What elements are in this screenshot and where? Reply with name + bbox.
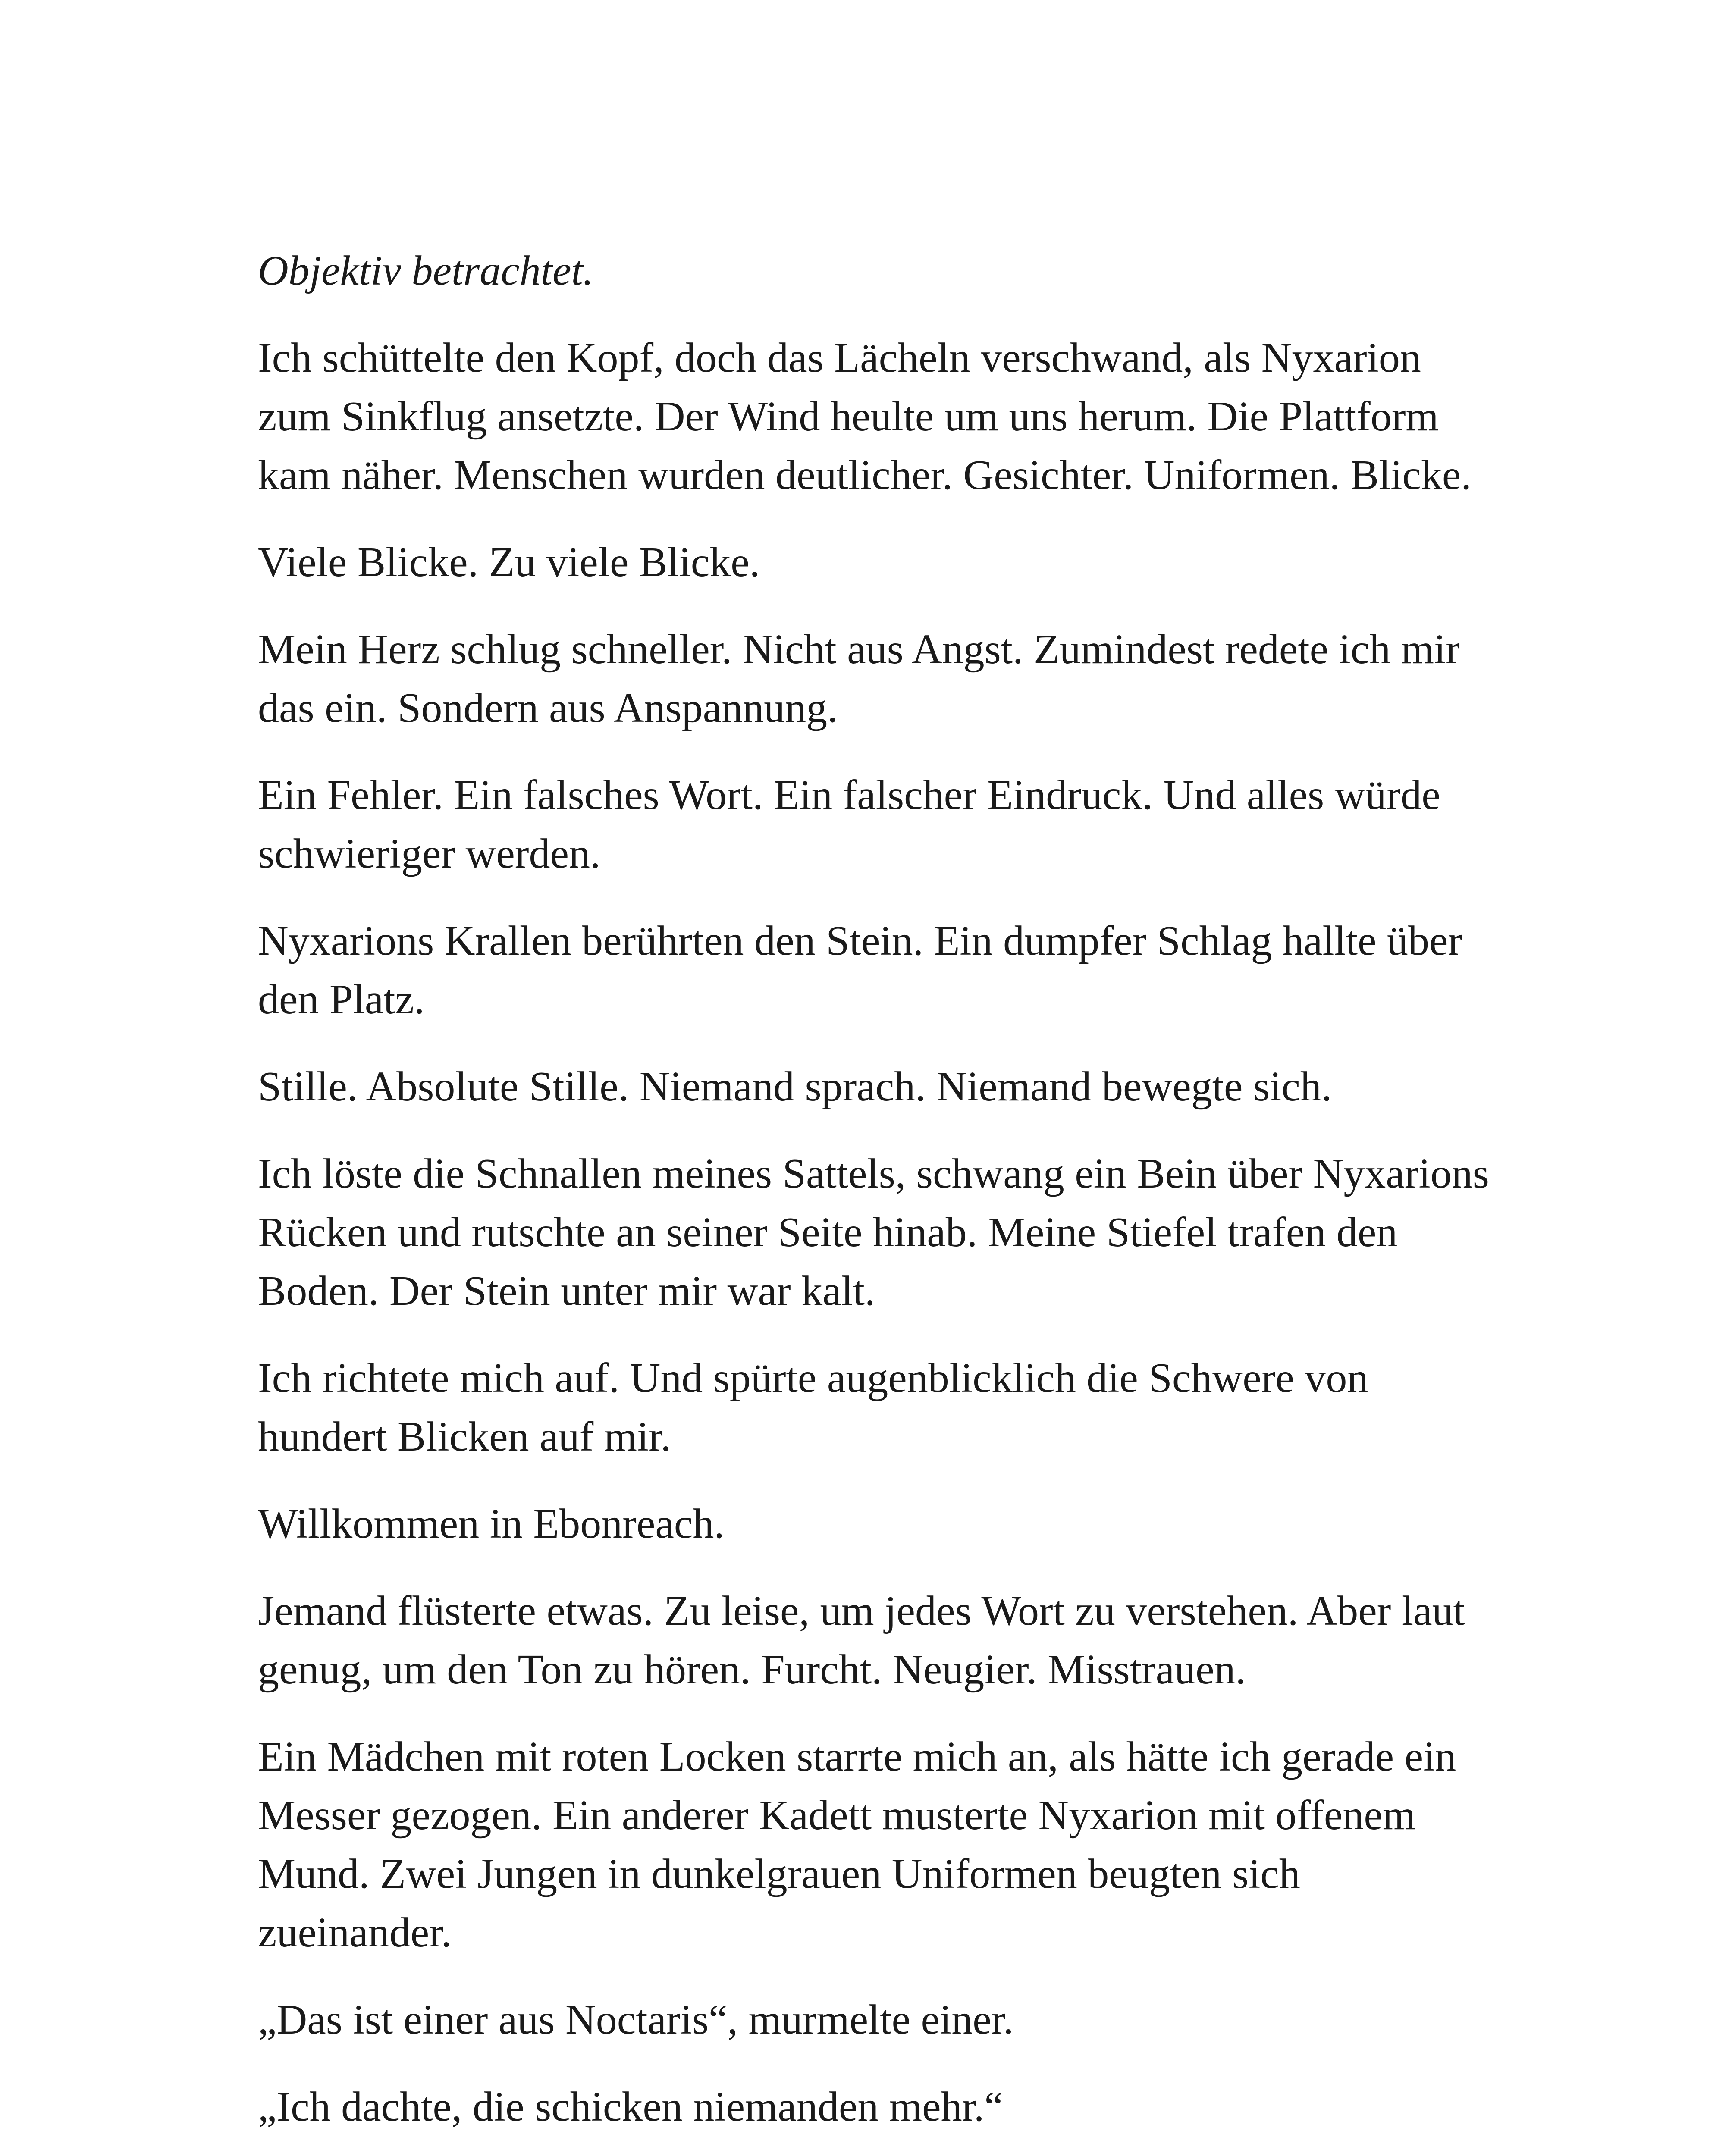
- paragraph: Mein Herz schlug schneller. Nicht aus Angst. Zumindest redete ich mir das ein. Sondern aus Anspannung.: [258, 626, 1460, 731]
- paragraph: „Ich dachte, die schicken niemanden mehr.“: [258, 2084, 1003, 2130]
- paragraph: Ich richtete mich auf. Und spürte augenblicklich die Schwere von hundert Blicken auf mir.: [258, 1355, 1368, 1460]
- body-text: [258, 241, 1500, 2156]
- paragraph: Ich löste die Schnallen meines Sattels, schwang ein Bein über Nyxarions Rücken und rutschte an seiner Seite hinab. Meine Stiefel trafen den Boden. Der Stein unter mir war kalt.: [258, 1150, 1489, 1314]
- paragraph: Jemand flüsterte etwas. Zu leise, um jedes Wort zu verstehen. Aber laut genug, um den Ton zu hören. Furcht. Neugier. Misstrauen.: [258, 1588, 1465, 1693]
- paragraph: Ich schüttelte den Kopf, doch das Lächeln verschwand, als Nyxarion zum Sinkflug ansetzte. Der Wind heulte um uns herum. Die Plattform kam näher. Menschen wurden deutlicher. Gesichter. Uniformen. Blicke.: [258, 335, 1472, 498]
- paragraph: Stille. Absolute Stille. Niemand sprach. Niemand bewegte sich.: [258, 1063, 1332, 1110]
- paragraph: Viele Blicke. Zu viele Blicke.: [258, 539, 760, 586]
- paragraph: „Das ist einer aus Noctaris“, murmelte einer.: [258, 1996, 1014, 2043]
- paragraph: Ein Fehler. Ein falsches Wort. Ein falscher Eindruck. Und alles würde schwieriger werden.: [258, 772, 1440, 877]
- paragraph: Ein Mädchen mit roten Locken starrte mich an, als hätte ich gerade ein Messer gezogen. Ein anderer Kadett musterte Nyxarion mit offenem Mund. Zwei Jungen in dunkelgrauen Uniformen beugten sich zueinander.: [258, 1733, 1456, 1956]
- paragraph: Objektiv betrachtet.: [258, 248, 594, 294]
- paragraph: Nyxarions Krallen berührten den Stein. Ein dumpfer Schlag hallte über den Platz.: [258, 918, 1462, 1023]
- paragraph: Willkommen in Ebonreach.: [258, 1501, 725, 1547]
